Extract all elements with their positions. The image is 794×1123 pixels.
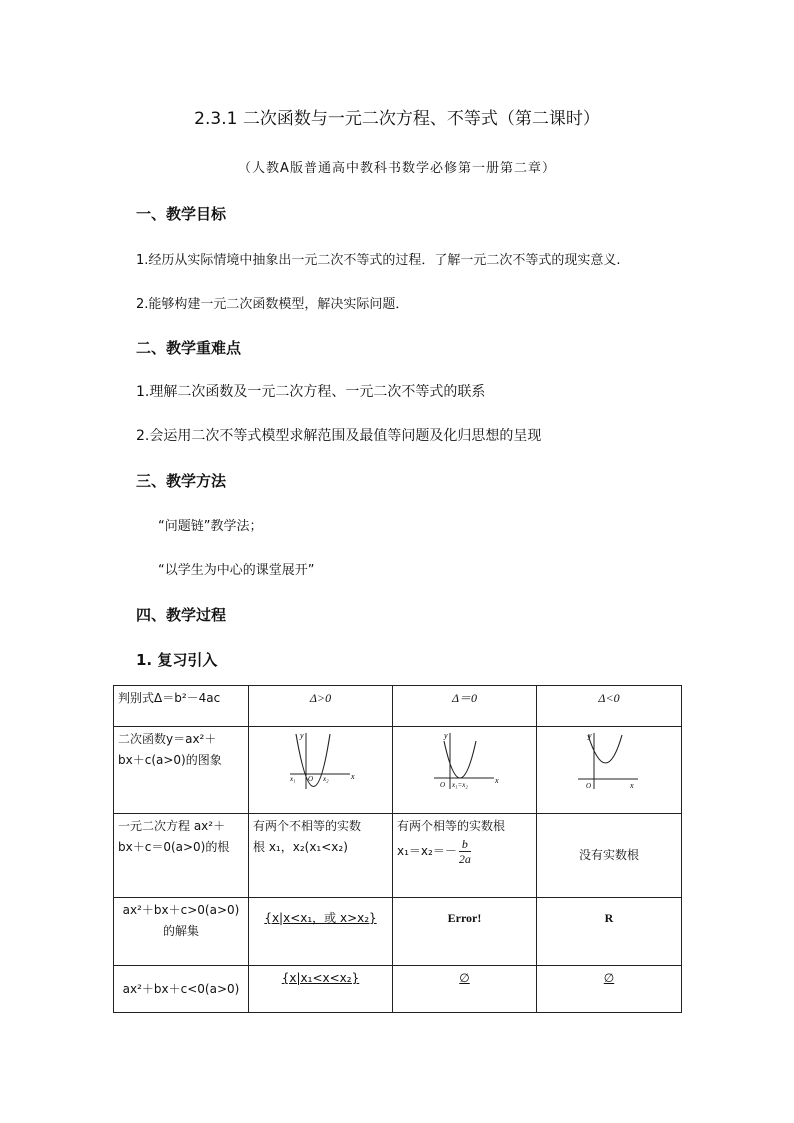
- header-negative: [537, 686, 682, 727]
- g2-y-label: y: [443, 731, 448, 740]
- section-heading-key-points: 二、教学重难点: [136, 339, 242, 357]
- greater-cell-zero: [393, 898, 537, 966]
- parabola-no-roots-graph: [574, 729, 644, 795]
- table-row-discriminant: [114, 686, 682, 727]
- g2-o-label: O: [439, 781, 445, 789]
- g1-x-label: x: [350, 772, 355, 781]
- label-graph-line2: bx＋c(a>0)的图象: [118, 753, 222, 767]
- graph-cell-positive: [249, 727, 393, 814]
- header-zero: [393, 686, 537, 727]
- fraction-denominator: 2a: [458, 852, 471, 866]
- label-greater: [114, 898, 249, 966]
- roots-cell-zero: [393, 814, 537, 898]
- roots-zero-line1: 有两个相等的实数根: [397, 819, 506, 833]
- goal-item-1: 1.经历从实际情境中抽象出一元二次不等式的过程．了解一元二次不等式的现实意义.: [136, 253, 621, 268]
- page-title: 2.3.1 二次函数与一元二次方程、不等式（第二课时）: [194, 109, 600, 129]
- fraction: [459, 837, 471, 866]
- less-cell-positive: [249, 966, 393, 1013]
- subsection-heading-review: 1. 复习引入: [136, 651, 218, 669]
- less-positive-set: {x|x₁<x<x₂}: [281, 971, 360, 985]
- roots-negative-text: 没有实数根: [578, 848, 639, 862]
- less-negative-empty-set: ∅: [603, 971, 615, 985]
- greater-positive-set: {x|x<x₁，或 x>x₂}: [264, 911, 377, 925]
- label-roots-line2: bx＋c＝0(a>0)的根: [118, 840, 230, 854]
- roots-zero-formula: [397, 837, 532, 866]
- roots-cell-negative: [537, 814, 682, 898]
- section-heading-goals: 一、教学目标: [136, 205, 227, 223]
- table-row-greater: [114, 898, 682, 966]
- label-less-text: ax²＋bx＋c<0(a>0): [122, 981, 240, 996]
- g2-x-label: x: [494, 776, 499, 785]
- roots-zero-eq: x₁＝x₂＝－: [397, 844, 457, 858]
- section-heading-process: 四、教学过程: [136, 606, 227, 624]
- g1-o-label: O: [307, 775, 313, 783]
- review-table: [113, 685, 682, 1013]
- graph-cell-zero: [393, 727, 537, 814]
- label-graph-line1: 二次函数y＝ax²＋: [118, 732, 217, 746]
- page-subtitle: （人教A版普通高中教科书数学必修第一册第二章）: [238, 161, 556, 176]
- method-item-2: “以学生为中心的课堂展开”: [158, 563, 315, 578]
- g3-o-label: O: [586, 782, 592, 790]
- g1-y-label: y: [299, 731, 304, 740]
- parabola-two-roots-graph: [286, 729, 356, 795]
- key-point-item-1: 1.理解二次函数及一元二次方程、一元二次不等式的联系: [136, 384, 486, 400]
- header-positive: [249, 686, 393, 727]
- table-row-roots: [114, 814, 682, 898]
- label-roots: [114, 814, 249, 898]
- method-item-1: “问题链”教学法；: [158, 519, 263, 534]
- header-discriminant: [114, 686, 249, 727]
- key-point-item-2: 2.会运用二次不等式模型求解范围及最值等问题及化归思想的呈现: [136, 428, 542, 444]
- goal-item-2: 2.能够构建一元二次函数模型，解决实际问题．: [136, 297, 409, 312]
- roots-positive-line2: 根 x₁，x₂(x₁<x₂): [253, 840, 348, 854]
- parabola-one-root-graph: [430, 729, 500, 795]
- g1-x2-label: x₂: [322, 775, 329, 783]
- label-greater-line2: 的解集: [162, 924, 199, 938]
- g3-y-label: y: [588, 731, 592, 740]
- label-less: [114, 966, 249, 1013]
- label-greater-line1: ax²＋bx＋c>0(a>0): [122, 903, 240, 917]
- header-zero-text: Δ＝0: [451, 691, 478, 705]
- greater-cell-positive: [249, 898, 393, 966]
- greater-cell-negative: [537, 898, 682, 966]
- table-row-less: [114, 966, 682, 1013]
- section-heading-methods: 三、教学方法: [136, 472, 227, 490]
- less-zero-empty-set: ∅: [459, 971, 470, 985]
- less-cell-zero: [393, 966, 537, 1013]
- greater-negative-set: R: [604, 911, 614, 925]
- g3-x-label: x: [630, 781, 634, 790]
- header-discriminant-text: 判别式Δ＝b²－4ac: [118, 691, 221, 705]
- roots-cell-positive: [249, 814, 393, 898]
- label-roots-line1: 一元二次方程 ax²＋: [118, 819, 226, 833]
- greater-zero-error: Error!: [447, 911, 482, 925]
- label-graph: [114, 727, 249, 814]
- header-positive-text: Δ>0: [309, 691, 332, 705]
- roots-positive-line1: 有两个不相等的实数: [253, 819, 362, 833]
- g2-x12-label: x₁=x₂: [451, 781, 468, 789]
- fraction-numerator: b: [459, 837, 471, 852]
- less-cell-negative: [537, 966, 682, 1013]
- table-row-graph: [114, 727, 682, 814]
- header-negative-text: Δ<0: [598, 691, 620, 705]
- graph-cell-negative: [537, 727, 682, 814]
- g1-x1-label: x₁: [289, 775, 296, 783]
